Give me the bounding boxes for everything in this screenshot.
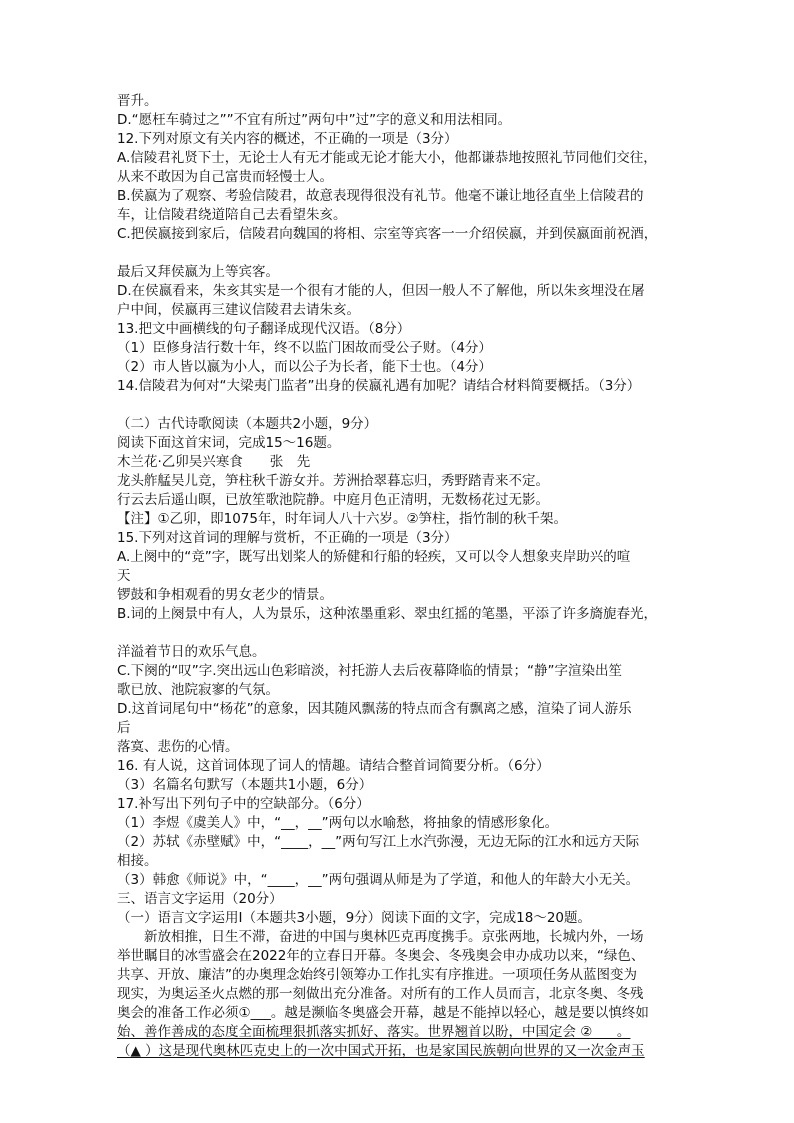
text-line: 始、善作善成的态度全面梳理狠抓落实抓好、落实。世界翘首以盼，中国定会 ②___ 。 — [117, 1024, 631, 1040]
text-line: 锣鼓和争相观看的男女老少的情景。 — [117, 587, 333, 603]
document-body — [117, 92, 677, 1061]
text-line: （3）韩愈《师说》中，“____，__”两句强调从师是为了学道，和他人的年龄大小无关。 — [117, 872, 640, 888]
text-line: 相接。 — [117, 853, 158, 869]
text-line: 13.把文中画横线的句子翻译成现代汉语。（8分） — [117, 321, 411, 337]
text-line: （2）苏轼《赤壁赋》中，“____，__”两句写江上水汽弥漫，无边无际的江水和远方天际 — [117, 834, 640, 850]
text-line: 天 — [117, 568, 131, 584]
text-line: 现实，为奥运圣火点燃的那一刻做出充分准备。对所有的工作人员而言，北京冬奥、冬残 — [117, 986, 644, 1002]
text-line: 【注】①乙卯，即1075年，时年词人八十六岁。②笋柱，指竹制的秋千架。 — [117, 511, 568, 527]
text-line: C.把侯嬴接到家后，信陵君向魏国的将相、宗室等宾客一一介绍侯嬴，并到侯嬴面前祝酒， — [117, 226, 658, 242]
text-line: A.上阕中的“竞”字，既写出划桨人的矫健和行船的轻疾，又可以令人想象夹岸助兴的喧 — [117, 549, 631, 565]
document-page — [117, 92, 677, 1061]
text-line: 阅读下面这首宋词，完成15～16题。 — [117, 435, 341, 451]
text-line: 龙头舴艋吴儿竞，笋柱秋千游女并。芳洲拾翠暮忘归，秀野踏青来不定。 — [117, 473, 549, 489]
text-line: 17.补写出下列句子中的空缺部分。（6分） — [117, 796, 370, 812]
text-line: 歌已放、池院寂寥的气氛。 — [117, 682, 279, 698]
text-line: 15.下列对这首词的理解与赏析，不正确的一项是（3分） — [117, 530, 458, 546]
text-line: 户中间，侯嬴再三建议信陵君去请朱亥。 — [117, 302, 360, 318]
text-line: 奥会的准备工作必须①___。越是濒临冬奥盛会开幕，越是不能掉以轻心，越是要以慎终如 — [117, 1005, 649, 1021]
text-line: A.信陵君礼贤下士，无论士人有无才能或无论才能大小，他都谦恭地按照礼节同他们交往， — [117, 150, 657, 166]
text-line: （▲ ）这是现代奥林匹克史上的一次中国式开拓，也是家国民族朝向世界的又一次金声玉 — [117, 1043, 645, 1059]
text-line: 最后又拜侯嬴为上等宾客。 — [117, 264, 279, 280]
text-line: D.在侯嬴看来，朱亥其实是一个很有才能的人，但因一般人不了解他，所以朱亥埋没在屠 — [117, 283, 645, 299]
blank-line — [117, 396, 677, 415]
text-line: 举世瞩目的冰雪盛会在2022年的立春日开幕。冬奥会、冬残奥会申办成功以来，“绿色、 — [117, 948, 645, 964]
text-line: D.“愿枉车骑过之””不宜有所过”两句中”过”字的意义和用法相同。 — [117, 112, 512, 128]
text-line: 落寞、悲伤的心情。 — [117, 739, 239, 755]
text-line: 后 — [117, 720, 131, 736]
text-line: 晋升。 — [117, 93, 158, 109]
text-line: 从来不敢因为自己富贵而轻慢士人。 — [117, 169, 333, 185]
text-line: 16. 有人说，这首词体现了词人的情趣。请结合整首词简要分析。（6分） — [117, 758, 550, 774]
text-line: 新放相推，日生不滞，奋进的中国与奥林匹克再度携手。京张两地，长城内外，一场 — [117, 929, 644, 945]
text-line: （1）臣修身洁行数十年，终不以监门困故而受公子财。（4分） — [117, 340, 492, 356]
text-line: B.侯嬴为了观察、考验信陵君，故意表现得很没有礼节。他毫不谦让地径直坐上信陵君的 — [117, 188, 644, 204]
text-line: 共享、开放、廉洁”的办奥理念始终引领筹办工作扎实有序推进。一项项任务从蓝图变为 — [117, 967, 637, 983]
text-line: 14.信陵君为何对“大梁夷门监者”出身的侯嬴礼遇有加呢？请结合材料简要概括。（3分） — [117, 378, 641, 394]
blank-line — [117, 624, 677, 643]
text-line: 行云去后遥山暝，已放笙歌池院静。中庭月色正清明，无数杨花过无影。 — [117, 492, 549, 508]
blank-line — [117, 244, 677, 263]
text-line: 车，让信陵君绕道陪自己去看望朱亥。 — [117, 207, 347, 223]
text-line: 12.下列对原文有关内容的概述，不正确的一项是（3分） — [117, 131, 458, 147]
text-line: （1）李煜《虞美人》中，“__，__”两句以水喻愁，将抽象的情感形象化。 — [117, 815, 559, 831]
text-line: C.下阕的“叹”字.突出远山色彩暗淡，衬托游人去后夜幕降临的情景；“静”字渲染出笙 — [117, 663, 622, 679]
text-line: 洋溢着节日的欢乐气息。 — [117, 644, 266, 660]
text-line: （二）古代诗歌阅读（本题共2小题，9分） — [117, 416, 378, 432]
text-line: （一）语言文字运用Ⅰ（本题共3小题，9分）阅读下面的文字，完成18～20题。 — [117, 910, 592, 926]
text-line: （2）市人皆以嬴为小人，而以公子为长者，能下士也。（4分） — [117, 359, 492, 375]
text-line: D.这首词尾句中“杨花”的意象，因其随风飘荡的特点而含有飘离之感，渲染了词人游乐 — [117, 701, 632, 717]
text-line: （3）名篇名句默写（本题共1小题，6分） — [117, 777, 373, 793]
text-line: 三、语言文字运用（20分） — [117, 891, 283, 907]
text-line: 木兰花·乙卯吴兴寒食 张 先 — [117, 454, 311, 470]
text-line: B.词的上阕景中有人，人为景乐，这种浓墨重彩、翠虫红摇的笔墨，平添了许多旖旎春光， — [117, 606, 658, 622]
